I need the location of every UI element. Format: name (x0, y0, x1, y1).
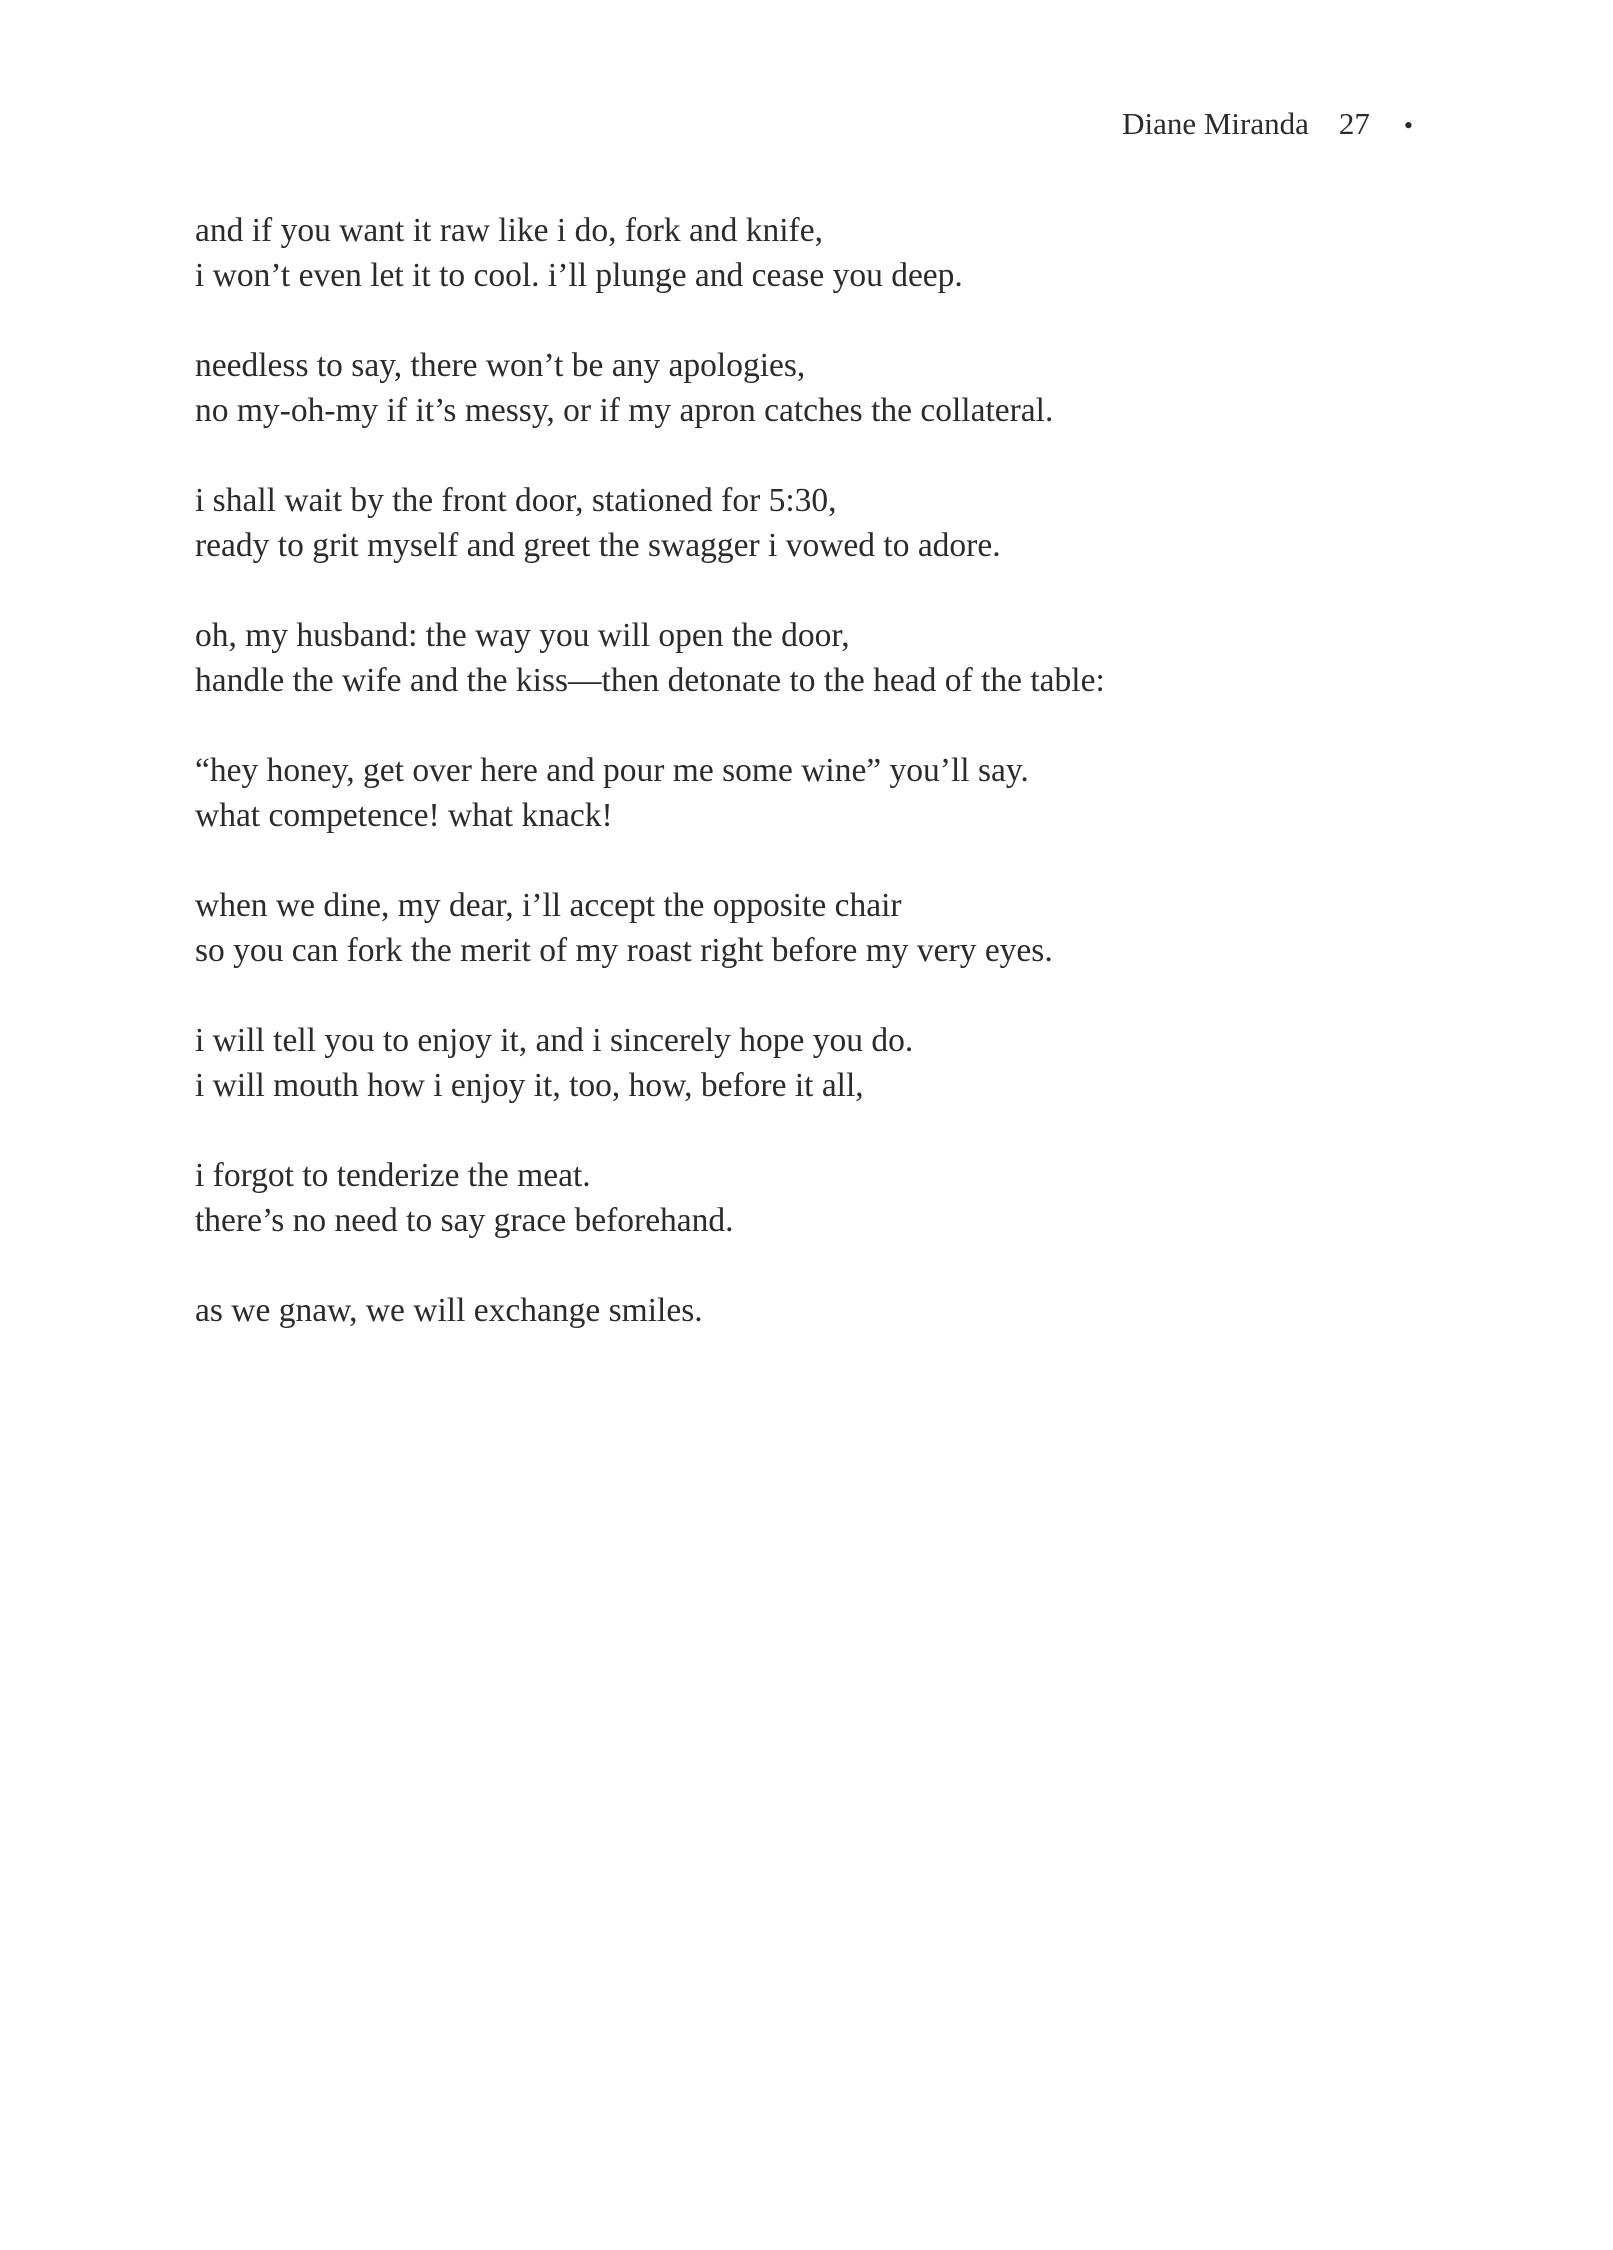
stanza (195, 613, 1425, 703)
poem-line: there’s no need to say grace beforehand. (195, 1202, 734, 1239)
stanza (195, 478, 1425, 568)
running-header (1122, 104, 1413, 146)
stanza (195, 1018, 1425, 1108)
header-author: Diane Miranda (1122, 106, 1309, 141)
poem-line: so you can fork the merit of my roast right before my very eyes. (195, 932, 1053, 969)
poem-line: i will tell you to enjoy it, and i sincerely hope you do. (195, 1022, 914, 1059)
stanza (195, 1153, 1425, 1243)
poem-line: when we dine, my dear, i’ll accept the opposite chair (195, 887, 902, 924)
poem-line: what competence! what knack! (195, 797, 613, 834)
poem-line: handle the wife and the kiss—then detonate to the head of the table: (195, 662, 1105, 699)
stanza (195, 343, 1425, 433)
poem-line: no my-oh-my if it’s messy, or if my apron catches the collateral. (195, 392, 1054, 429)
poem-line: i won’t even let it to cool. i’ll plunge and cease you deep. (195, 257, 963, 294)
poem-line: and if you want it raw like i do, fork and knife, (195, 212, 823, 249)
poem-line: needless to say, there won’t be any apologies, (195, 347, 806, 384)
poem-line: ready to grit myself and greet the swagger i vowed to adore. (195, 527, 1001, 564)
poem-line: i forgot to tenderize the meat. (195, 1157, 591, 1194)
poem-line: “hey honey, get over here and pour me some wine” you’ll say. (195, 752, 1029, 789)
stanza (195, 208, 1425, 298)
page-number: 27 (1338, 106, 1370, 141)
poem-line: i will mouth how i enjoy it, too, how, before it all, (195, 1067, 864, 1104)
stanza (195, 748, 1425, 838)
poem-line: oh, my husband: the way you will open the door, (195, 617, 850, 654)
stanza (195, 883, 1425, 973)
bullet-icon: • (1403, 111, 1413, 140)
poem-body (195, 208, 1425, 1378)
poem-line: i shall wait by the front door, stationed for 5:30, (195, 482, 837, 519)
poem-line: as we gnaw, we will exchange smiles. (195, 1292, 703, 1329)
stanza (195, 1288, 1425, 1333)
